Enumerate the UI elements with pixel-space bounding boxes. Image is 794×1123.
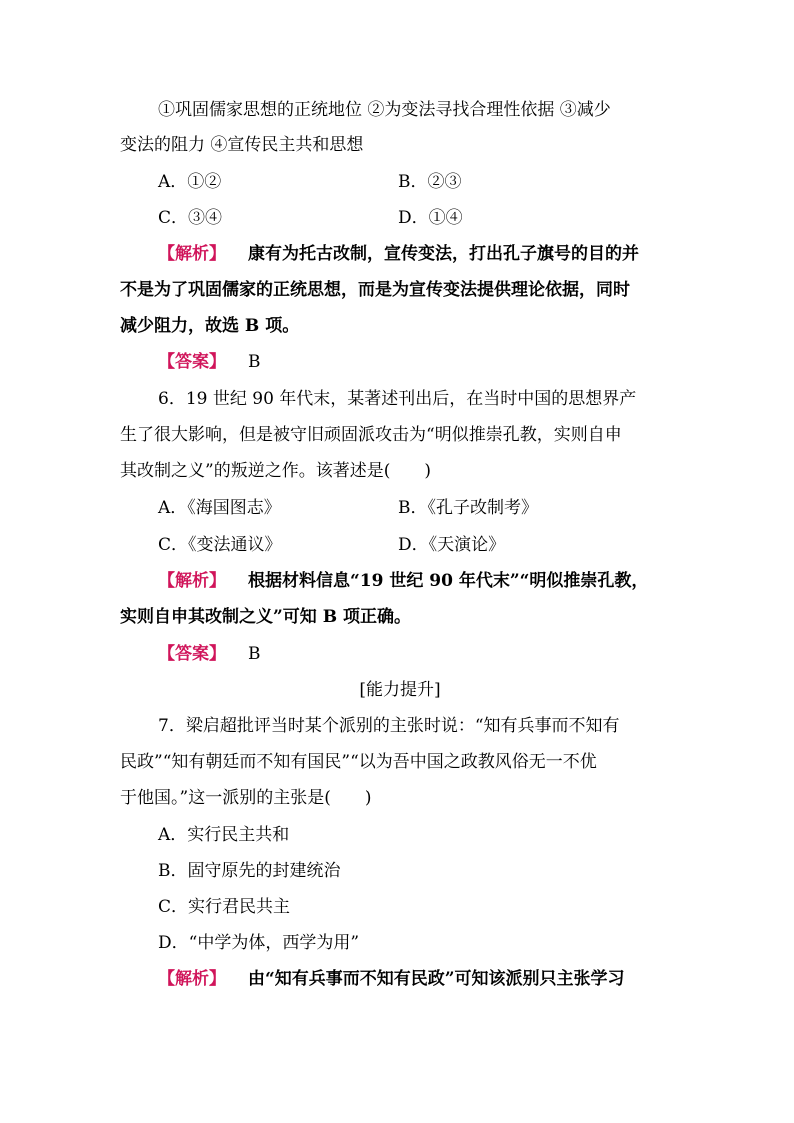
q6-option-a: A．《海国图志》	[158, 498, 281, 518]
section-title: [能力提升]	[359, 680, 441, 700]
answer-tag: 【答案】	[158, 644, 226, 664]
answer-tag: 【答案】	[158, 352, 226, 372]
q7-option-d: D．“中学为体，西学为用”	[158, 933, 360, 953]
q6-analysis-line-2: 实则自申其改制之义”可知 B 项正确。	[120, 607, 411, 627]
analysis-tag: 【解析】	[158, 244, 226, 264]
q7-stem-line-3: 于他国。”这一派别的主张是( )	[120, 788, 372, 808]
q5-statements-line-1: ①巩固儒家思想的正统地位 ②为变法寻找合理性依据 ③减少	[158, 100, 611, 120]
q5-answer-line	[158, 344, 680, 380]
q5-answer: B	[248, 352, 261, 372]
q5-analysis-line-1: 【解析】 康有为托古改制，宣传变法，打出孔子旗号的目的并	[158, 244, 639, 264]
q6-answer-line	[158, 636, 680, 672]
q6-option-d: D．《天演论》	[398, 535, 506, 555]
q7-option-c: C．实行君民共主	[158, 897, 291, 917]
q7-option-b: B．固守原先的封建统治	[158, 861, 341, 881]
q5-statements-line-2: 变法的阻力 ④宣传民主共和思想	[120, 135, 364, 155]
q5-analysis-line-3: 减少阻力，故选 B 项。	[120, 316, 300, 336]
q6-analysis-line-1: 【解析】 根据材料信息“19 世纪 90 年代末”“明似推崇孔教，	[158, 571, 649, 591]
q6-stem-line-1: 6．19 世纪 90 年代末，某著述刊出后，在当时中国的思想界产	[158, 389, 637, 409]
q7-stem-line-1: 7．梁启超批评当时某个派别的主张时说：“知有兵事而不知有	[158, 716, 620, 736]
q5-analysis-line-2: 不是为了巩固儒家的正统思想，而是为宣传变法提供理论依据，同时	[120, 280, 630, 300]
q5-option-c: C．③④	[158, 208, 223, 228]
q6-stem-line-2: 生了很大影响，但是被守旧顽固派攻击为“明似推崇孔教，实则自申	[120, 425, 622, 445]
q6-option-c: C．《变法通议》	[158, 535, 282, 555]
q6-stem-line-3: 其改制之义”的叛逆之作。该著述是( )	[120, 461, 431, 481]
q6-answer: B	[248, 644, 261, 664]
q7-stem-line-2: 民政”“知有朝廷而不知有国民”“以为吾中国之政教风俗无一不优	[120, 752, 597, 772]
q5-option-d: D．①④	[398, 208, 463, 228]
q7-option-a: A．实行民主共和	[158, 825, 290, 845]
analysis-tag: 【解析】	[158, 571, 226, 591]
analysis-tag: 【解析】	[158, 969, 226, 989]
q5-option-b: B．②③	[398, 172, 462, 192]
q6-option-b: B．《孔子改制考》	[398, 498, 538, 518]
q5-option-a: A．①②	[158, 172, 222, 192]
q7-analysis-line-1: 【解析】 由“知有兵事而不知有民政”可知该派别只主张学习	[158, 969, 625, 989]
